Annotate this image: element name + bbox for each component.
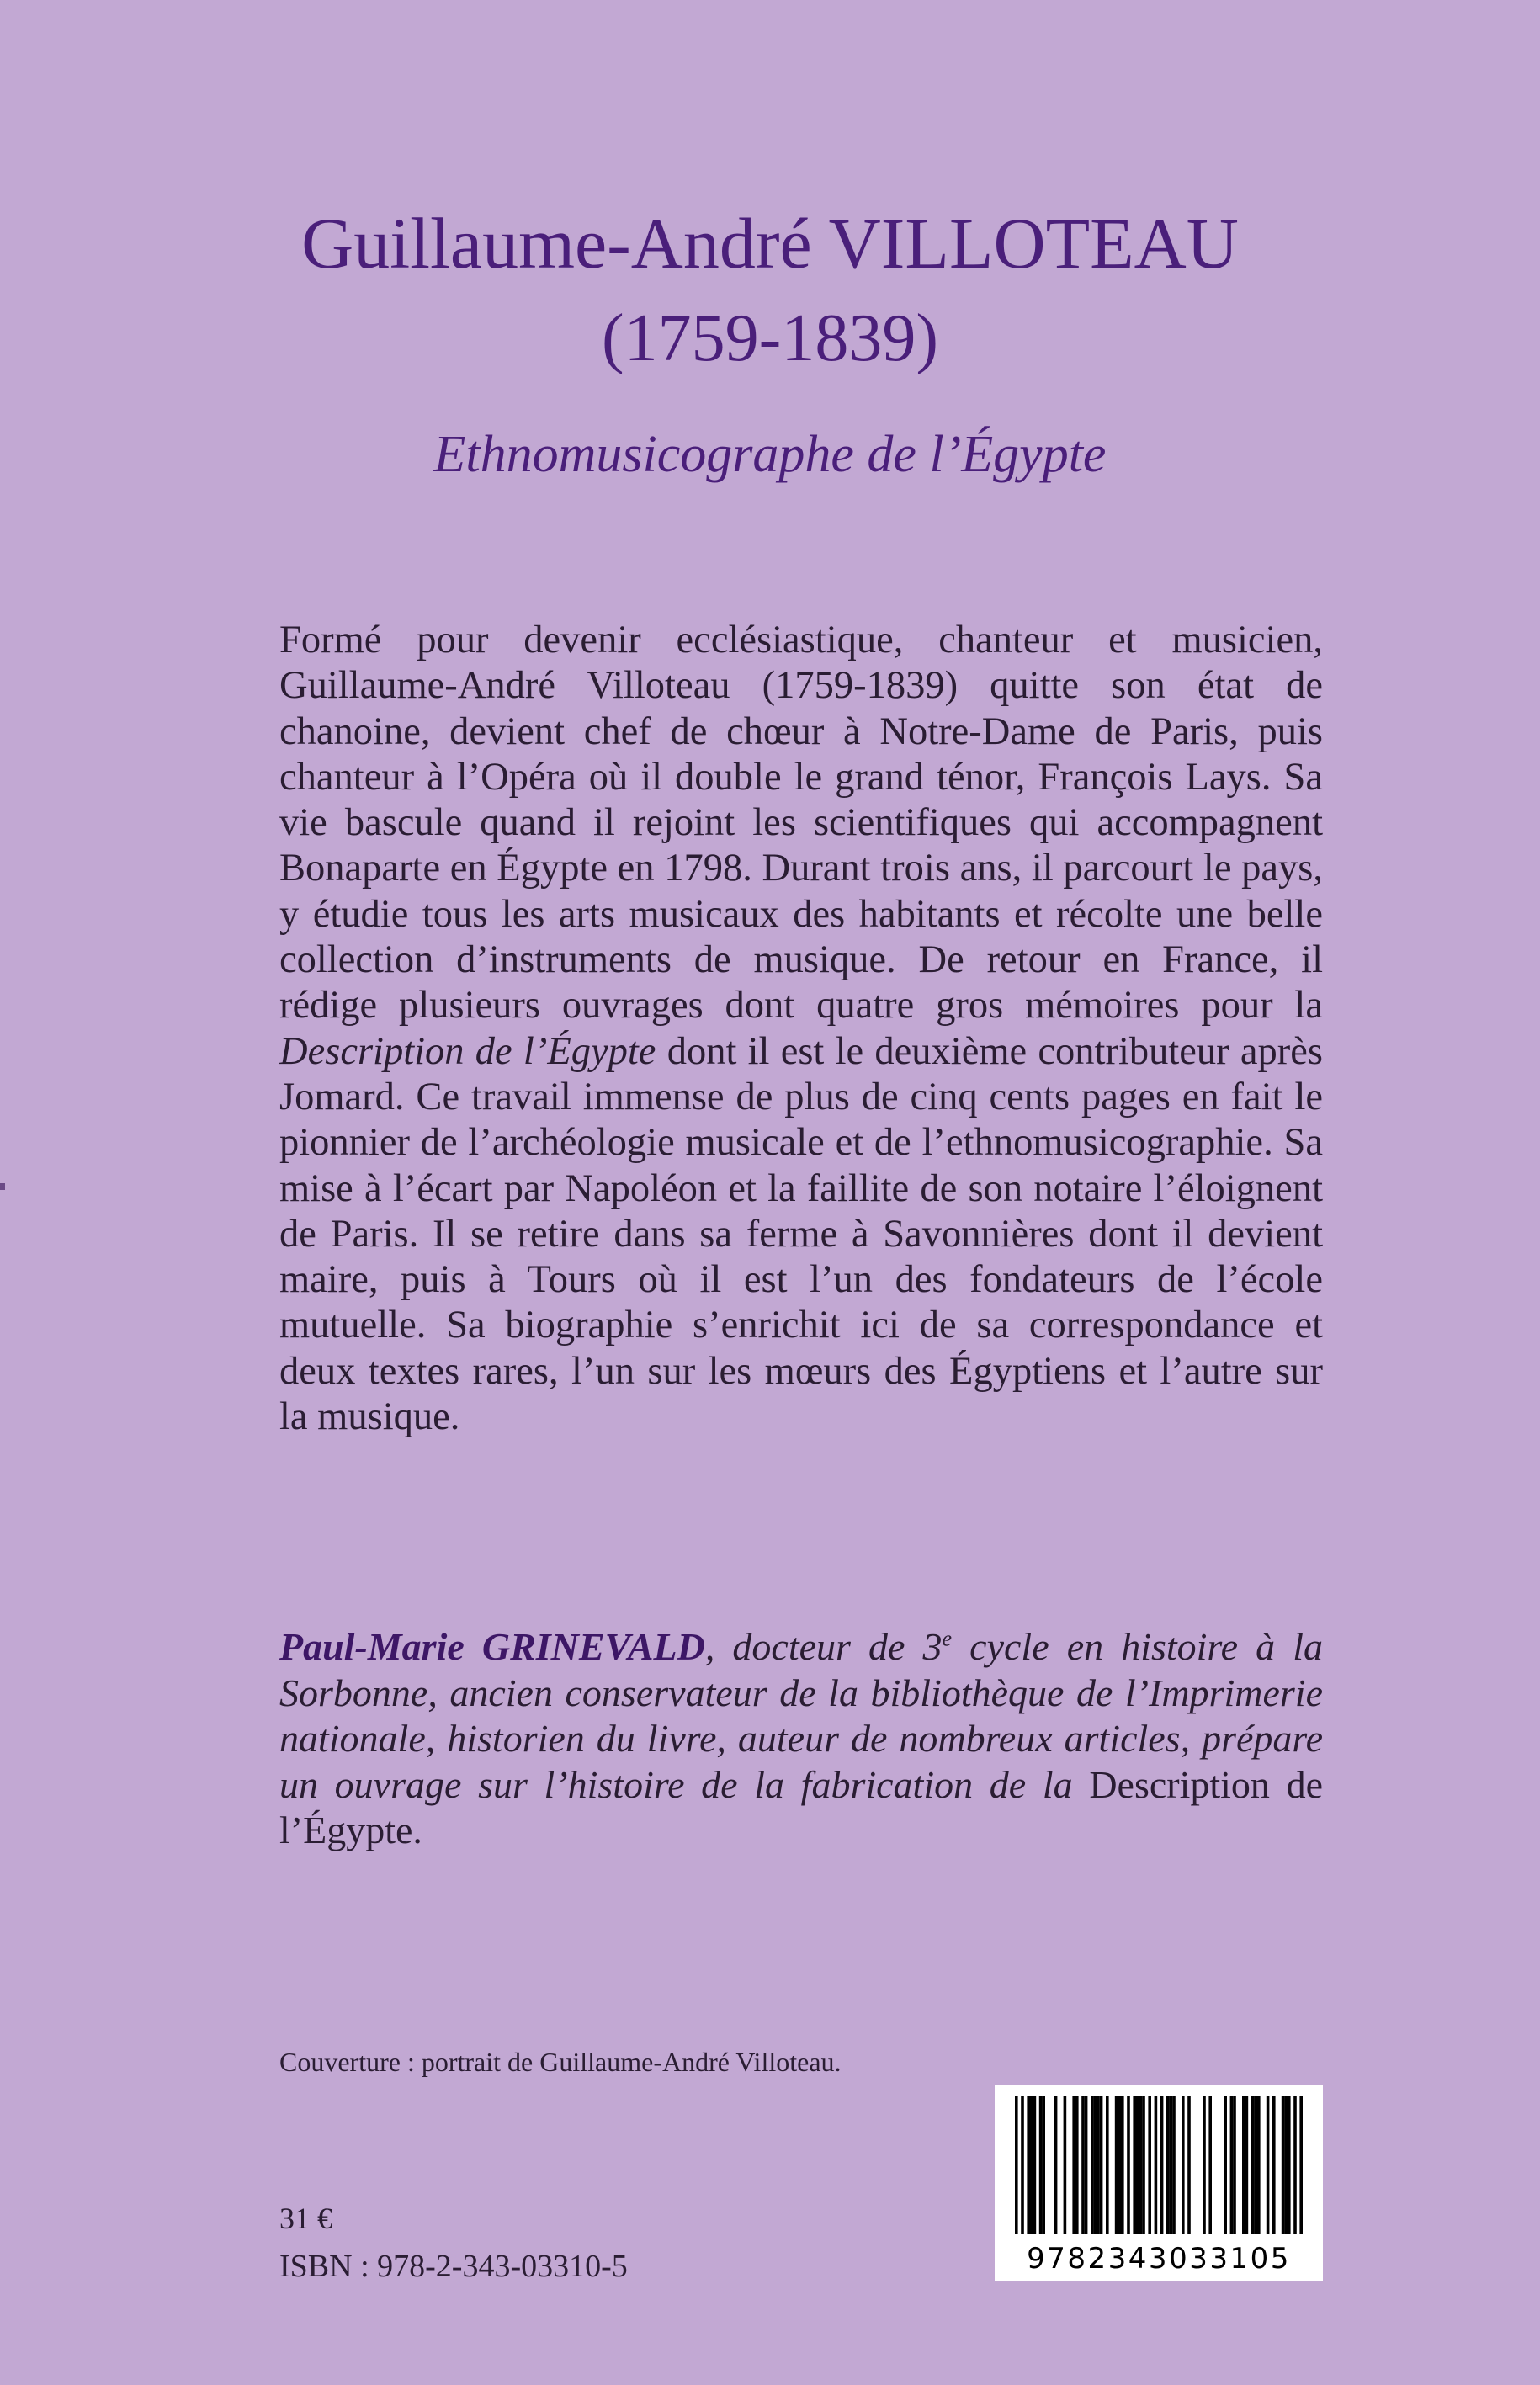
- barcode: [995, 2085, 1323, 2281]
- barcode-bar: [1142, 2096, 1145, 2234]
- summary-part2: dont il est le deuxième contributeur après Jomard. Ce travail immense de plus de cinq cents pages en fait le pionnier de l’archéologie musicale et de l’ethnomusicographie. Sa mise à l’écart par Napoléon et la faillite de son notaire l’éloignent de Paris. Il se retire dans sa ferme à Savonnières dont il devient maire, puis à Tours où il est l’un des fondateurs de l’école mutuelle. Sa biographie s’enrichit ici de sa correspondance et deux textes rares, l’un sur les mœurs des Égyptiens et l’autre sur la musique.: [279, 1029, 1324, 1439]
- barcode-bar: [1251, 2096, 1255, 2234]
- barcode-bar: [1224, 2096, 1227, 2234]
- barcode-bar: [1148, 2096, 1151, 2234]
- author-bio: [279, 1624, 1323, 1854]
- barcode-bar: [1170, 2096, 1173, 2234]
- barcode-bar: [1039, 2096, 1043, 2234]
- book-title: Guillaume-André VILLOTEAU: [301, 203, 1239, 284]
- barcode-bar: [1021, 2096, 1024, 2234]
- cover-caption: Couverture : portrait de Guillaume-André Villoteau.: [279, 2047, 842, 2077]
- barcode-bar: [1097, 2096, 1100, 2234]
- barcode-bar: [1272, 2096, 1276, 2234]
- summary-work-title: Description de l’Égypte: [279, 1029, 656, 1073]
- barcode-bar: [1081, 2096, 1085, 2234]
- barcode-bar: [1187, 2096, 1191, 2234]
- summary-part1: Formé pour devenir ecclésiastique, chanteur et musicien, Guillaume-André Villoteau (1759-1839) quitte son état de chanoine, devient chef de chœur à Notre-Dame de Paris, puis chanteur à l’Opéra où il double le grand ténor, François Lays. Sa vie bascule quand il rejoint les scientifiques qui accompagnent Bonaparte en Égypte en 1798. Durant trois ans, il parcourt le pays, y étudie tous les arts musicaux des habitants et récolte une belle collection d’instruments de musique. De retour en France, il rédige plusieurs ouvrages dont quatre gros mémoires pour la: [279, 619, 1323, 1028]
- barcode-bar: [1030, 2096, 1033, 2234]
- barcode-bar: [1072, 2096, 1075, 2234]
- book-subtitle: Ethnomusicographe de l’Égypte: [433, 426, 1107, 483]
- barcode-bar: [1282, 2096, 1285, 2234]
- barcode-bar: [1121, 2096, 1124, 2234]
- price: 31 €: [279, 2202, 332, 2235]
- barcode-bar: [1100, 2096, 1103, 2234]
- book-years: (1759-1839): [602, 301, 938, 375]
- barcode-bar: [1245, 2096, 1249, 2234]
- barcode-bar: [1015, 2096, 1018, 2234]
- isbn: ISBN : 978-2-343-03310-5: [279, 2249, 628, 2284]
- barcode-bar: [1054, 2096, 1058, 2234]
- barcode-bar: [1182, 2096, 1185, 2234]
- barcode-bar: [1299, 2096, 1303, 2234]
- barcode-bar: [1230, 2096, 1234, 2234]
- barcode-bar: [1127, 2096, 1130, 2234]
- barcode-bar: [1288, 2096, 1291, 2234]
- barcode-bar: [1254, 2096, 1257, 2234]
- barcode-bar: [1284, 2096, 1288, 2234]
- barcode-digits: 9782343033105: [1027, 2242, 1291, 2276]
- barcode-bar: [1033, 2096, 1037, 2234]
- author-bio-work: Description de l’Égypte: [279, 1762, 1324, 1851]
- barcode-bar: [1106, 2096, 1109, 2234]
- author-bio-superscript: e: [942, 1626, 953, 1651]
- barcode-bar: [1267, 2096, 1270, 2234]
- barcode-bar: [1160, 2096, 1164, 2234]
- barcode-bar: [1064, 2096, 1067, 2234]
- barcode-bar: [1203, 2096, 1206, 2234]
- barcode-bar: [1075, 2096, 1079, 2234]
- barcode-bar: [1257, 2096, 1261, 2234]
- author-bio-end: .: [412, 1809, 422, 1851]
- author-bio-part2: cycle en histoire à la Sorbonne, ancien conservateur de la bibliothèque de l’Imprimerie nationale, historien du livre, auteur de nombreux articles, prépare un ouvrage sur l’histoire de la fabrication de la: [279, 1625, 1323, 1806]
- barcode-bar: [1155, 2096, 1158, 2234]
- author-bio-part1: , docteur de 3: [704, 1625, 943, 1668]
- barcode-bar: [1242, 2096, 1245, 2234]
- summary-paragraph: [279, 618, 1323, 1440]
- barcode-bar: [1133, 2096, 1136, 2234]
- author-name: Paul-Marie GRINEVALD: [279, 1625, 705, 1668]
- barcode-bar: [1208, 2096, 1212, 2234]
- barcode-bar: [1233, 2096, 1236, 2234]
- barcode-bar: [1085, 2096, 1088, 2234]
- edge-mark: [0, 1183, 5, 1190]
- barcode-bar: [1166, 2096, 1170, 2234]
- barcode-bar: [1293, 2096, 1297, 2234]
- barcode-bar: [1139, 2096, 1143, 2234]
- barcode-bar: [1091, 2096, 1094, 2234]
- barcode-bar: [1172, 2096, 1176, 2234]
- barcode-bar: [1094, 2096, 1097, 2234]
- barcode-bar: [1042, 2096, 1045, 2234]
- barcode-bar: [1118, 2096, 1121, 2234]
- barcode-bar: [1027, 2096, 1030, 2234]
- barcode-bar: [1136, 2096, 1139, 2234]
- barcode-bar: [1115, 2096, 1118, 2234]
